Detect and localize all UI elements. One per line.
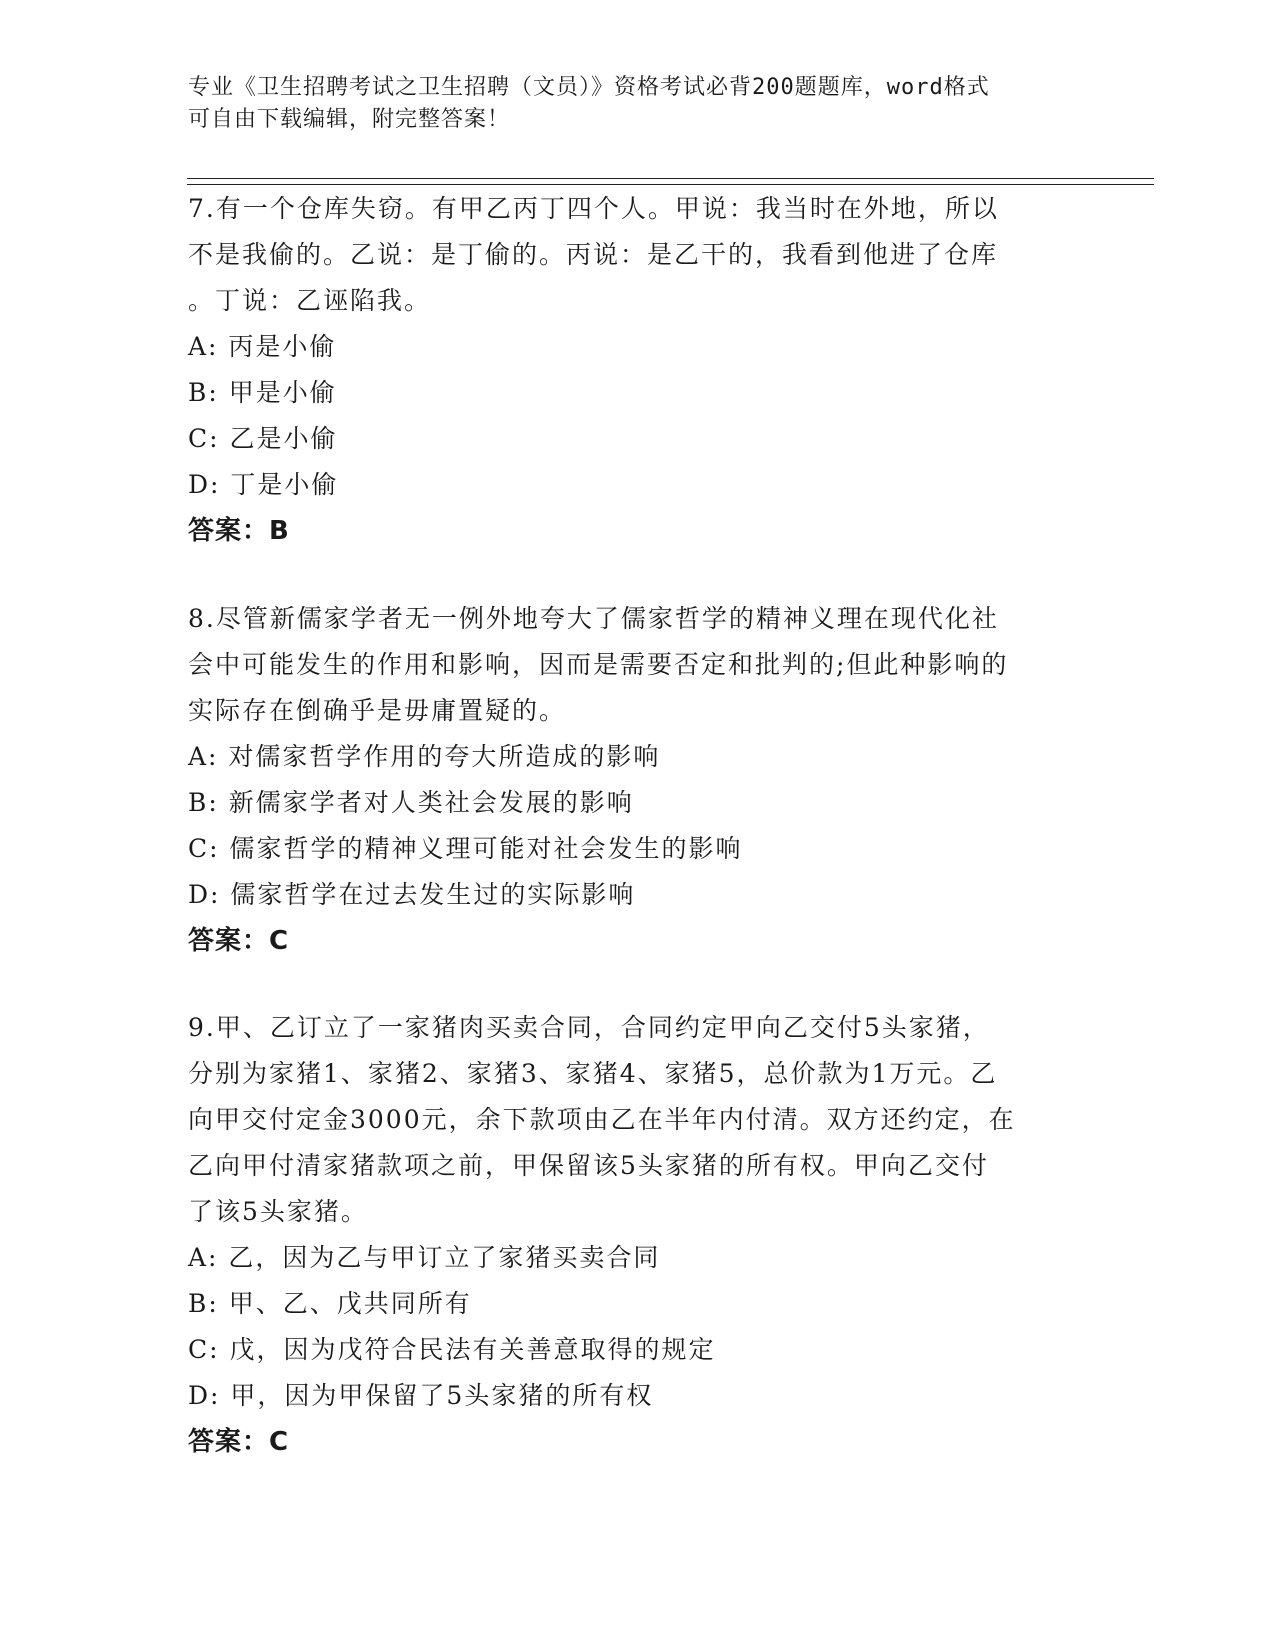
question-text: 向甲交付定金3000元，余下款项由乙在半年内付清。双方还约定，在 [188,1105,1016,1134]
header-divider [187,184,1154,185]
option-a: A: 对儒家哲学作用的夸大所造成的影响 [188,742,661,771]
option-b: B: 甲、乙、戊共同所有 [188,1289,472,1318]
option-a: A: 丙是小偷 [188,332,337,361]
question-9 [188,1005,1088,1465]
option-c: C: 戊，因为戊符合民法有关善意取得的规定 [188,1335,716,1364]
option-c: C: 儒家哲学的精神义理可能对社会发生的影响 [188,834,743,863]
question-text: 分别为家猪1、家猪2、家猪3、家猪4、家猪5，总价款为1万元。乙 [188,1059,998,1088]
question-text: 实际存在倒确乎是毋庸置疑的。 [188,696,567,725]
answer: 答案：C [188,1427,290,1457]
document-header [188,72,1068,136]
option-d: D: 甲，因为甲保留了5头家猪的所有权 [188,1381,654,1410]
question-text: 8.尽管新儒家学者无一例外地夸大了儒家哲学的精神义理在现代化社 [188,604,999,633]
question-text: 9.甲、乙订立了一家猪肉买卖合同，合同约定甲向乙交付5头家猪， [188,1013,990,1042]
header-divider [187,178,1154,179]
option-c: C: 乙是小偷 [188,424,338,453]
header-line: 可自由下载编辑，附完整答案！ [188,107,511,132]
question-text: 了该5头家猪。 [188,1197,368,1226]
question-text: 。丁说：乙诬陷我。 [188,286,432,315]
question-text: 不是我偷的。乙说：是丁偷的。丙说：是乙干的，我看到他进了仓库 [188,240,999,269]
option-b: B: 新儒家学者对人类社会发展的影响 [188,788,634,817]
option-d: D: 儒家哲学在过去发生过的实际影响 [188,880,636,909]
question-text: 会中可能发生的作用和影响，因而是需要否定和批判的;但此种影响的 [188,650,1009,679]
question-8 [188,596,1088,964]
answer: 答案：B [188,516,290,546]
question-7 [188,186,1088,554]
header-line: 专业《卫生招聘考试之卫生招聘（文员）》资格考试必背200题题库，word格式 [188,75,990,100]
option-b: B: 甲是小偷 [188,378,337,407]
option-d: D: 丁是小偷 [188,470,339,499]
question-text: 乙向甲付清家猪款项之前，甲保留该5头家猪的所有权。甲向乙交付 [188,1151,989,1180]
option-a: A: 乙，因为乙与甲订立了家猪买卖合同 [188,1243,661,1272]
question-text: 7.有一个仓库失窃。有甲乙丙丁四个人。甲说：我当时在外地，所以 [188,194,999,223]
answer: 答案：C [188,926,290,956]
